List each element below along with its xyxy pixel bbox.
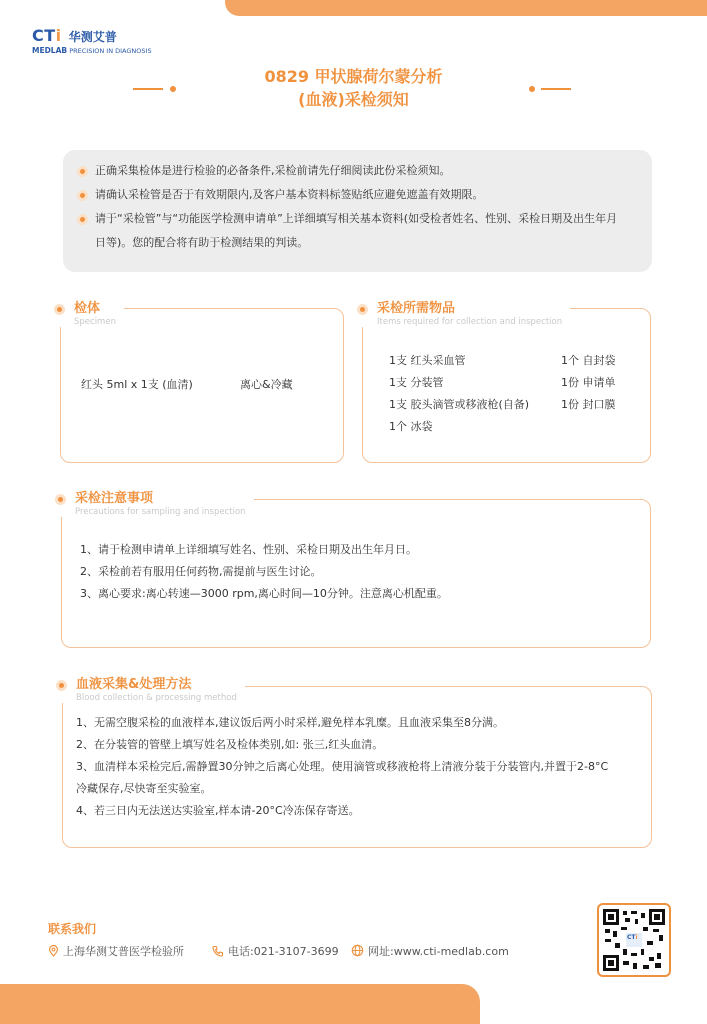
globe-icon [351, 944, 364, 957]
specimen-subtitle: Specimen [74, 317, 116, 327]
processing-item: 4、若三日内无法送达实验室,样本请-20°C冷冻保存寄送。 [76, 804, 360, 817]
specimen-handling: 离心&冷藏 [240, 378, 293, 391]
title-decoration-right [541, 88, 571, 90]
supply-item: 1份 申请单 [561, 376, 616, 389]
bottom-decorative-band [0, 984, 480, 1024]
contact-website[interactable] [351, 943, 509, 959]
precautions-header [55, 491, 254, 517]
bullet-icon [77, 166, 88, 177]
supply-item: 1份 封口膜 [561, 398, 616, 411]
top-decorative-band [225, 0, 707, 16]
precautions-subtitle: Precautions for sampling and inspection [75, 507, 246, 517]
notice-item: 正确采集检体是进行检验的必备条件,采检前请先仔细阅读此份采检须知。 [95, 164, 451, 177]
page-title-line1: 0829 甲状腺荷尔蒙分析 [264, 67, 443, 86]
supply-item: 1支 红头采血管 [389, 354, 466, 367]
supply-item: 1个 自封袋 [561, 354, 616, 367]
bullet-icon [55, 494, 66, 505]
logo-tagline: MEDLAB PRECISION IN DIAGNOSIS [32, 46, 152, 55]
notice-item: 请于“采检管”与“功能医学检测申请单”上详细填写相关基本资料(如受检者姓名、性别、采检日期及出生年月 [95, 212, 618, 225]
contact-website-text[interactable]: 网址:www.cti-medlab.com [368, 945, 509, 958]
logo-brand: CTi [32, 26, 62, 45]
bullet-icon [77, 214, 88, 225]
bullet-icon [357, 304, 368, 315]
bullet-icon [56, 680, 67, 691]
contact-phone-text: 电话:021-3107-3699 [228, 945, 339, 958]
phone-icon [212, 945, 224, 957]
processing-header [56, 677, 245, 703]
notice-item-continued: 日等)。您的配合将有助于检测结果的判读。 [95, 236, 309, 249]
supply-item: 1支 胶头滴管或移液枪(自备) [389, 398, 530, 411]
company-logo [32, 26, 152, 55]
precaution-item: 1、请于检测申请单上详细填写姓名、性别、采检日期及出生年月日。 [80, 543, 417, 556]
bullet-icon [54, 304, 65, 315]
supply-item: 1个 冰袋 [389, 420, 433, 433]
contact-address [48, 943, 184, 959]
processing-subtitle: Blood collection & processing method [76, 693, 237, 703]
contact-address-text: 上海华测艾普医学检验所 [63, 945, 184, 958]
contact-title: 联系我们 [48, 922, 97, 936]
supplies-header [357, 301, 570, 327]
title-decoration-left [133, 88, 163, 90]
supply-item: 1支 分装管 [389, 376, 444, 389]
qr-code [597, 903, 671, 977]
processing-item: 3、血清样本采检完后,需静置30分钟之后离心处理。使用滴管或移液枪将上清液分装于分装管内,并置于2-8°C [76, 760, 609, 773]
notice-panel [63, 150, 652, 272]
specimen-title: 检体 [74, 301, 101, 316]
title-decoration-dot-right [529, 86, 535, 92]
processing-title: 血液采集&处理方法 [76, 677, 192, 692]
specimen-item: 红头 5ml x 1支 (血清) [81, 378, 193, 391]
title-decoration-dot-left [170, 86, 176, 92]
location-pin-icon [48, 945, 59, 957]
page-title-line2: (血液)采检须知 [298, 90, 409, 109]
processing-item-continued: 冷藏保存,尽快寄至实验室。 [76, 782, 212, 795]
qr-code-logo: CTi [627, 934, 638, 941]
precaution-item: 3、离心要求:离心转速—3000 rpm,离心时间—10分钟。注意离心机配重。 [80, 587, 448, 600]
precaution-item: 2、采检前若有服用任何药物,需提前与医生讨论。 [80, 565, 322, 578]
contact-phone [212, 943, 339, 959]
processing-item: 1、无需空腹采检的血液样本,建议饭后两小时采样,避免样本乳糜。且血液采集至8分满。 [76, 716, 504, 729]
precautions-title: 采检注意事项 [75, 491, 154, 506]
supplies-subtitle: Items required for collection and inspection [377, 317, 563, 327]
specimen-header [54, 301, 124, 327]
notice-item: 请确认采检管是否于有效期限内,及客户基本资料标签贴纸应避免遮盖有效期限。 [95, 188, 484, 201]
processing-item: 2、在分装管的管壁上填写姓名及检体类别,如: 张三,红头血清。 [76, 738, 384, 751]
supplies-title: 采检所需物品 [377, 301, 456, 316]
bullet-icon [77, 190, 88, 201]
logo-brand-cn: 华测艾普 [68, 30, 117, 44]
